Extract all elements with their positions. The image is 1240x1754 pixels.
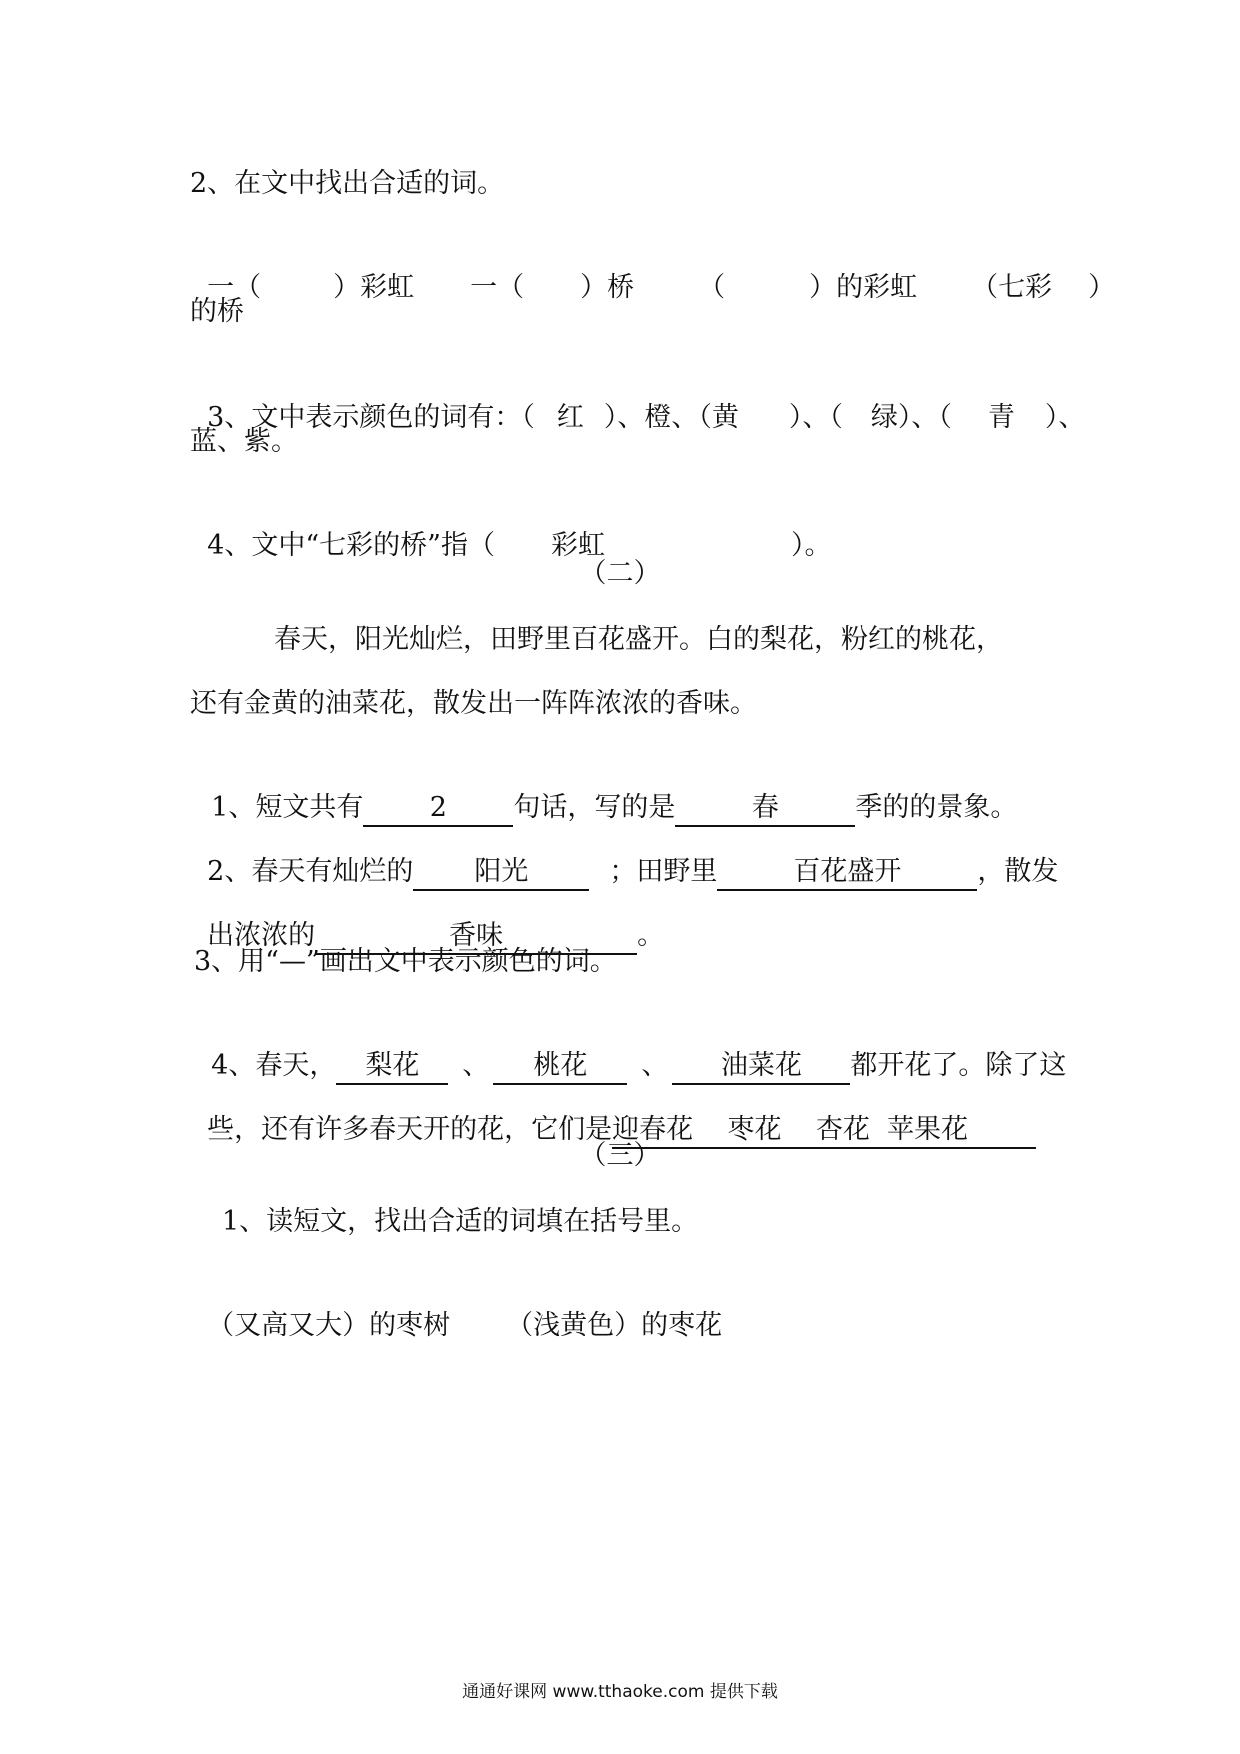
section3-heading: （三）: [579, 1140, 661, 1171]
q2-part-d-open: （七彩: [971, 272, 1053, 303]
q2-part-a-open: 一（: [207, 272, 262, 303]
q3-line2: 蓝、紫。: [190, 426, 298, 457]
q2-part-c-close: ）的彩虹: [809, 272, 918, 303]
q3-prefix: 3、文中表示颜色的词有：（: [207, 402, 535, 433]
s2-q2-answer-1: 阳光: [413, 855, 589, 891]
s2-q2-mid: ；田野里: [609, 856, 718, 887]
footer-credit: 通通好课网 www.tthaoke.com 提供下载: [462, 1682, 778, 1702]
s2-q2-answer-3: 香味: [315, 919, 637, 955]
s2-q2-end: ，散发: [977, 856, 1059, 887]
passage-line1: 春天，阳光灿烂，田野里百花盛开。白的梨花，粉红的桃花，: [274, 624, 1003, 655]
s2-q4-line2-prefix: 些，还有许多春天开的花，它们是: [207, 1114, 613, 1145]
s2-q3: 3、用“—”画出文中表示颜色的词。: [194, 946, 617, 977]
q3-end: ）、: [1044, 402, 1086, 433]
s2-q4-flower-2: 桃花: [493, 1049, 627, 1085]
q2-part-b-open: 一（: [470, 272, 525, 303]
s2-q4-prefix: 4、春天，: [211, 1050, 337, 1081]
passage-line2: 还有金黄的油菜花，散发出一阵阵浓浓的香味。: [190, 688, 757, 719]
s2-q1-end: 季的的景象。: [855, 792, 1018, 823]
q2-part-a-close: ）彩虹: [333, 272, 415, 303]
s2-q2-prefix: 2、春天有灿烂的: [207, 856, 414, 887]
q3-answer-cyan: 青: [987, 402, 1015, 433]
s2-q1-mid: 句话，写的是: [513, 792, 676, 823]
q4-prefix: 4、文中“七彩的桥”指（: [207, 530, 495, 561]
s2-q4-answer-others: 迎春花 枣花 杏花 苹果花: [612, 1113, 1036, 1149]
s2-q2-line2-prefix: 出浓浓的: [207, 920, 316, 951]
s2-q4-sep2: 、: [641, 1050, 669, 1081]
q4-end: ）。: [790, 530, 832, 561]
s3-q1: 1、读短文，找出合适的词填在括号里。: [222, 1206, 699, 1237]
q3-answer-red: 红: [556, 402, 584, 433]
s2-q4-end: 都开花了。除了这: [850, 1050, 1067, 1081]
s2-q1-answer-count: 2: [363, 791, 513, 827]
s2-q4-flower-1: 梨花: [336, 1049, 448, 1085]
section2-heading: （二）: [579, 558, 661, 589]
s2-q4-flower-3: 油菜花: [672, 1049, 850, 1085]
q2-part-d-close: ）: [1088, 272, 1116, 303]
s2-q2-line2-end: 。: [637, 920, 665, 951]
s2-q4-sep1: 、: [462, 1050, 490, 1081]
q2-part-b-close: ）桥: [580, 272, 635, 303]
s2-q1-prefix: 1、短文共有: [211, 792, 364, 823]
q4-answer: 彩虹: [550, 530, 605, 561]
s3-item-2: （浅黄色）的枣花: [506, 1310, 723, 1341]
q2-line2: 的桥: [190, 296, 244, 327]
q3-mid3: ）、（: [897, 402, 952, 433]
q3-answer-green: 绿: [870, 402, 898, 433]
q2-blanks-line: [190, 228, 1115, 308]
s3-item-1: （又高又大）的枣树: [207, 1310, 451, 1341]
s3-line: [190, 1266, 722, 1346]
s2-q2-answer-2: 百花盛开: [717, 855, 977, 891]
s2-q1-answer-season: 春: [675, 791, 855, 827]
q3-mid2: ）、（: [788, 402, 843, 433]
q3-line: [190, 358, 1085, 438]
q2-title: 2、在文中找出合适的词。: [190, 168, 505, 199]
q3-mid1: ）、橙、（黄: [603, 402, 739, 433]
q2-part-c-open: （: [698, 272, 726, 303]
